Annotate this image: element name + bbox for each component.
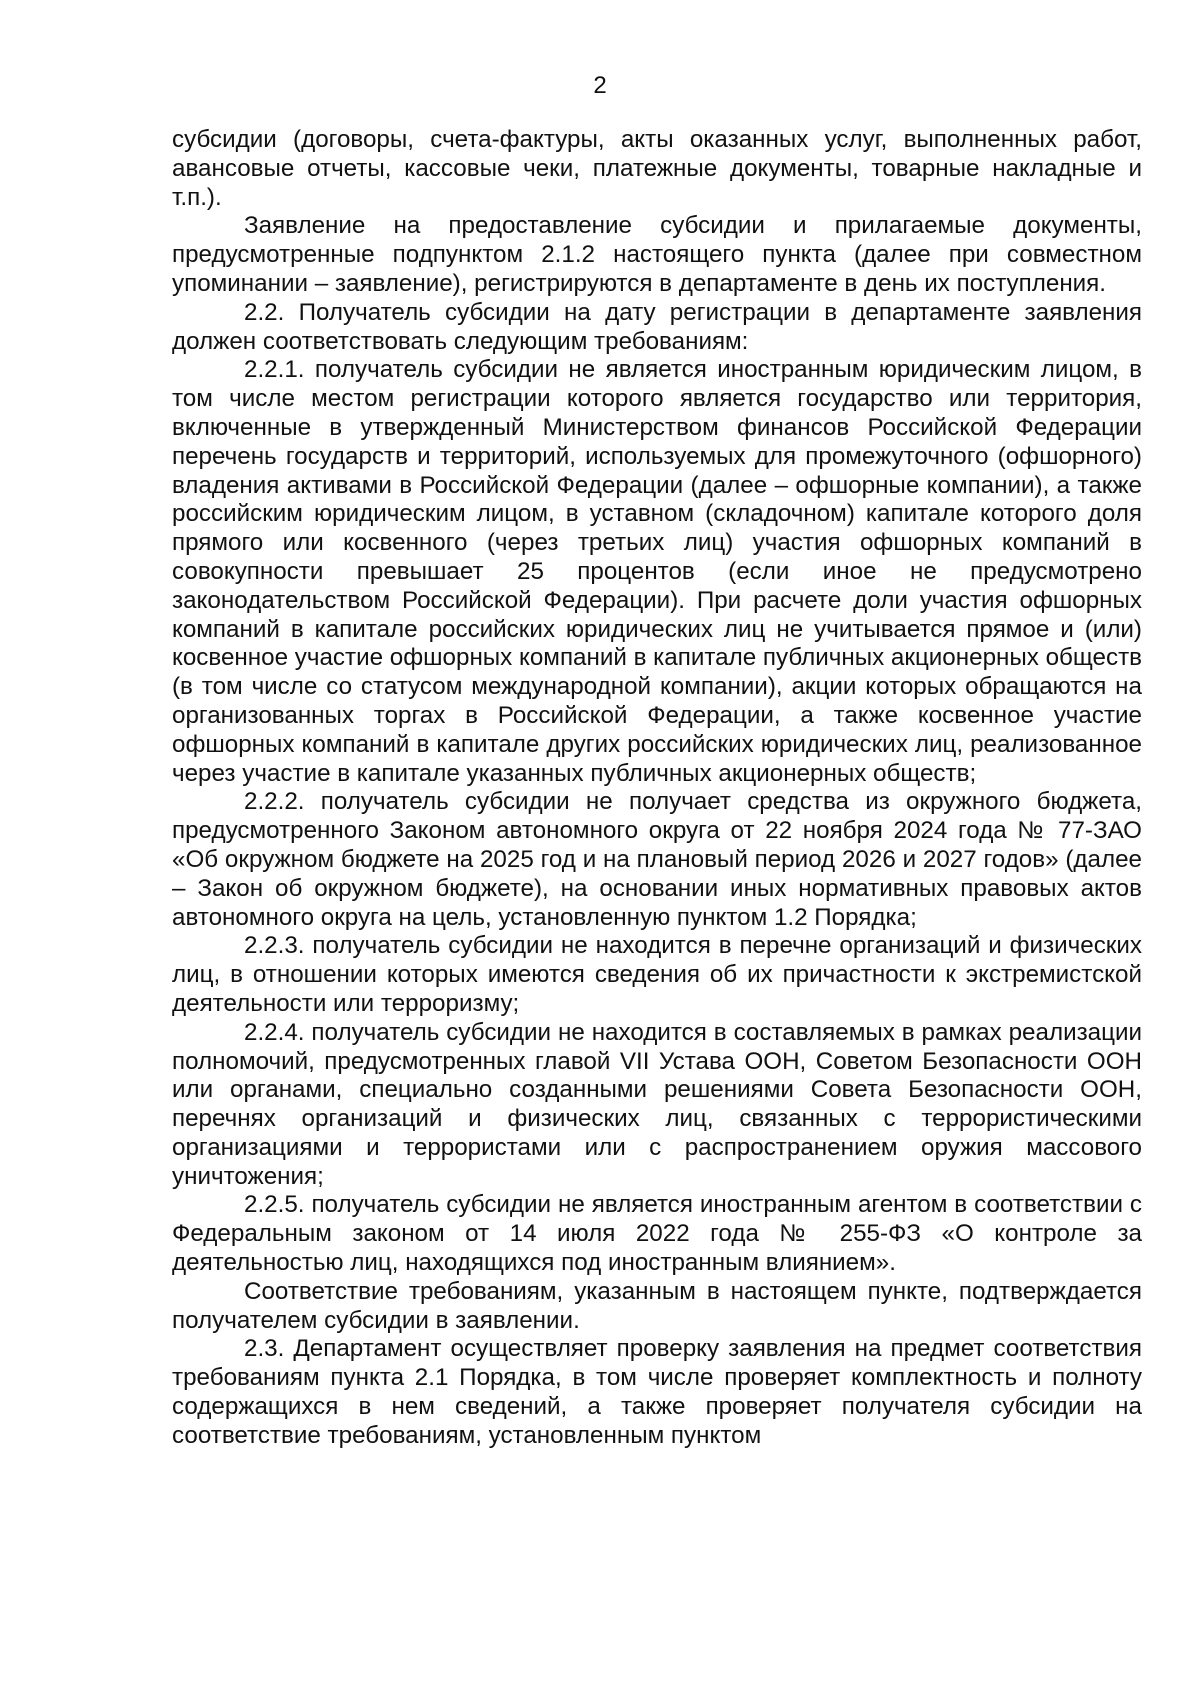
paragraph-compliance: Соответствие требованиям, указанным в настоящем пункте, подтверждается получателем субсидии в заявлении. — [172, 1277, 1142, 1334]
paragraph-2-2-4: 2.2.4. получатель субсидии не находится в составляемых в рамках реализации полномочий, предусмотренных главой VII Устава ООН, Советом Безопасности ООН или органами, специально созданными решениями Совета Безопасности ООН, перечнях организаций и физических лиц, связанных с террористическими организациями и террористами или с распространением оружия массового уничтожения; — [172, 1018, 1142, 1190]
paragraph-2-2-2: 2.2.2. получатель субсидии не получает средства из окружного бюджета, предусмотренного Законом автономного округа от 22 ноября 2024 года № 77-ЗАО «Об окружном бюджете на 2025 год и на плановый период 2026 и 2027 годов» (далее – Закон об окружном бюджете), на основании иных нормативных правовых актов автономного округа на цель, установленную пунктом 1.2 Порядка; — [172, 788, 1142, 931]
page-number: 2 — [593, 72, 607, 99]
paragraph-2-2-3: 2.2.3. получатель субсидии не находится в перечне организаций и физических лиц, в отношении которых имеются сведения об их причастности к экстремистской деятельности или терроризму; — [172, 932, 1142, 1017]
paragraph-2-2: 2.2. Получатель субсидии на дату регистрации в департаменте заявления должен соответствовать следующим требованиям: — [172, 298, 1142, 355]
document-body — [172, 126, 1142, 1451]
paragraph-2-3: 2.3. Департамент осуществляет проверку заявления на предмет соответствия требованиям пункта 2.1 Порядка, в том числе проверяет комплектность и полноту содержащихся в нем сведений, а также проверяет получателя субсидии на соответствие требованиям, установленным пунктом — [172, 1335, 1142, 1449]
paragraph-continuation: субсидии (договоры, счета-фактуры, акты оказанных услуг, выполненных работ, авансовые отчеты, кассовые чеки, платежные документы, товарные накладные и т.п.). — [172, 126, 1142, 211]
paragraph-2-2-1: 2.2.1. получатель субсидии не является иностранным юридическим лицом, в том числе местом регистрации которого является государство или территория, включенные в утвержденный Министерством финансов Российской Федерации перечень государств и территорий, используемых для промежуточного (офшорного) владения активами в Российской Федерации (далее – офшорные компании), а также российским юридическим лицом, в уставном (складочном) капитале которого доля прямого или косвенного (через третьих лиц) участия офшорных компаний в совокупности превышает 25 процентов (если иное не предусмотрено законодательством Российской Федерации). При расчете доли участия офшорных компаний в капитале российских юридических лиц не учитывается прямое и (или) косвенное участие офшорных компаний в капитале публичных акционерных обществ (в том числе со статусом международной компании), акции которых обращаются на организованных торгах в Российской Федерации, а также косвенное участие офшорных компаний в капитале других российских юридических лиц, реализованное через участие в капитале указанных публичных акционерных обществ; — [172, 356, 1142, 787]
paragraph-2-2-5: 2.2.5. получатель субсидии не является иностранным агентом в соответствии с Федеральным законом от 14 июля 2022 года № 255-ФЗ «О контроле за деятельностью лиц, находящихся под иностранным влиянием». — [172, 1191, 1142, 1277]
paragraph-application-registration: Заявление на предоставление субсидии и прилагаемые документы, предусмотренные подпунктом 2.1.2 настоящего пункта (далее при совместном упоминании – заявление), регистрируются в департаменте в день их поступления. — [172, 212, 1142, 297]
